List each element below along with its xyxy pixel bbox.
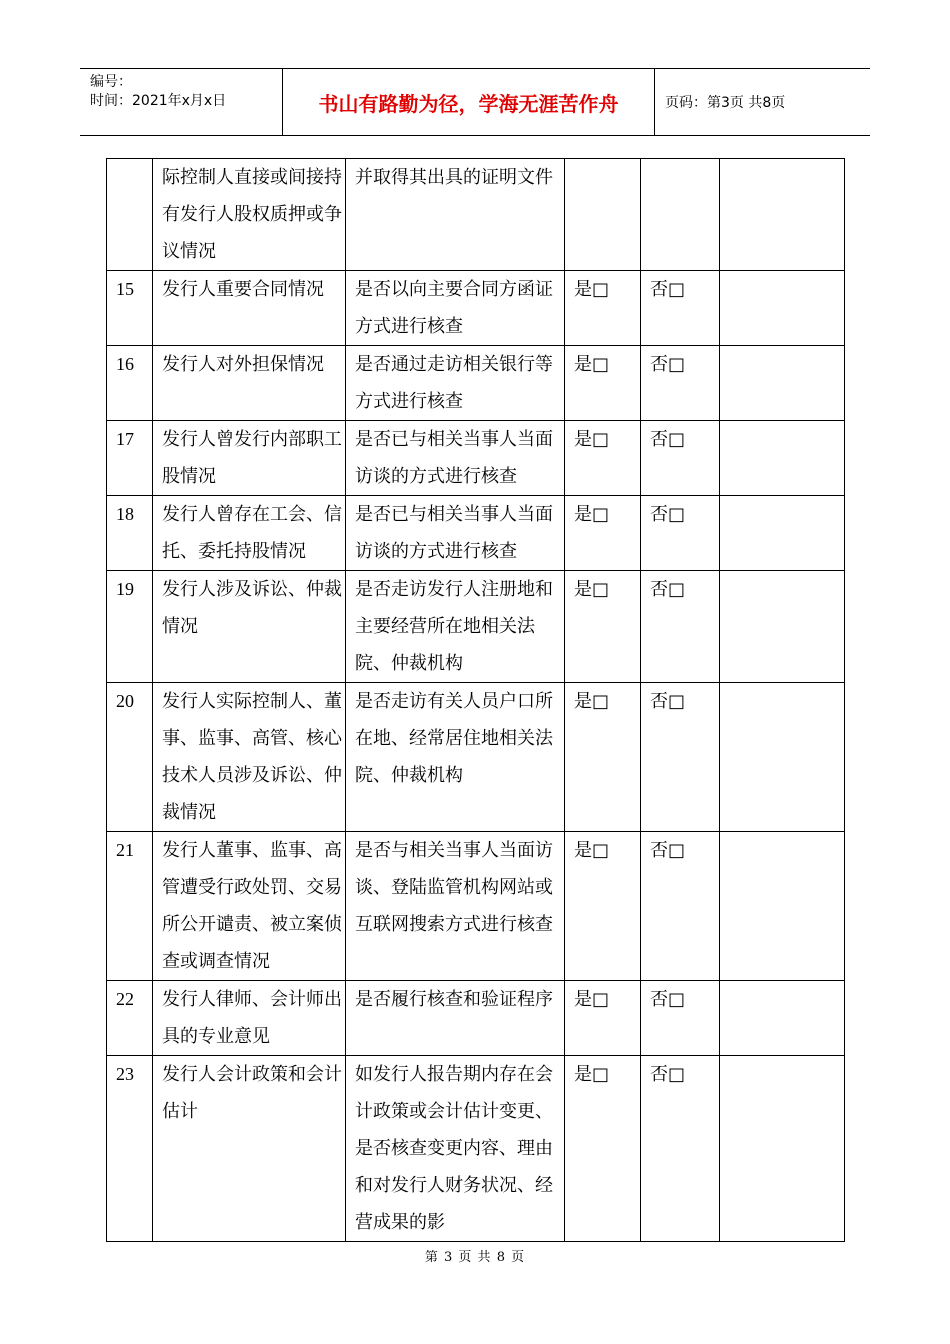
row-check-item: 发行人曾发行内部职工股情况 bbox=[153, 421, 346, 496]
row-check-method: 是否履行核查和验证程序 bbox=[346, 981, 565, 1056]
row-check-method: 是否走访有关人员户口所在地、经常居住地相关法院、仲裁机构 bbox=[346, 683, 565, 832]
row-no-checkbox[interactable]: 否□ bbox=[641, 571, 720, 683]
row-number: 18 bbox=[107, 496, 153, 571]
page-footer: 第 3 页 共 8 页 bbox=[424, 1250, 526, 1265]
row-yes-checkbox[interactable]: 是□ bbox=[565, 421, 641, 496]
row-number: 15 bbox=[107, 271, 153, 346]
row-yes-checkbox[interactable]: 是□ bbox=[565, 1056, 641, 1242]
row-number: 22 bbox=[107, 981, 153, 1056]
row-yes-checkbox[interactable]: 是□ bbox=[565, 683, 641, 832]
row-no-checkbox[interactable]: 否□ bbox=[641, 832, 720, 981]
table-row bbox=[107, 981, 845, 1056]
row-number: 21 bbox=[107, 832, 153, 981]
table-row bbox=[107, 1056, 845, 1242]
row-number: 16 bbox=[107, 346, 153, 421]
row-note bbox=[720, 346, 845, 421]
row-note bbox=[720, 683, 845, 832]
header-page-number: 页码：第3页 共8页 bbox=[665, 95, 786, 111]
row-note bbox=[720, 832, 845, 981]
row-number bbox=[107, 159, 153, 271]
row-note bbox=[720, 981, 845, 1056]
row-note bbox=[720, 421, 845, 496]
document-number-label: 编号： bbox=[90, 74, 132, 90]
row-check-method: 是否已与相关当事人当面访谈的方式进行核查 bbox=[346, 421, 565, 496]
row-yes-checkbox[interactable]: 是□ bbox=[565, 496, 641, 571]
row-no-checkbox[interactable]: 否□ bbox=[641, 496, 720, 571]
table-row bbox=[107, 159, 845, 271]
row-note bbox=[720, 1056, 845, 1242]
document-date-label: 时间：2021年x月x日 bbox=[90, 93, 227, 109]
row-yes-checkbox bbox=[565, 159, 641, 271]
row-no-checkbox[interactable]: 否□ bbox=[641, 981, 720, 1056]
row-check-method: 是否与相关当事人当面访谈、登陆监管机构网站或互联网搜索方式进行核查 bbox=[346, 832, 565, 981]
row-check-method: 是否以向主要合同方函证方式进行核查 bbox=[346, 271, 565, 346]
row-number: 17 bbox=[107, 421, 153, 496]
row-check-method: 是否走访发行人注册地和主要经营所在地相关法院、仲裁机构 bbox=[346, 571, 565, 683]
header-motto: 书山有路勤为径，学海无涯苦作舟 bbox=[283, 69, 655, 135]
row-number: 23 bbox=[107, 1056, 153, 1242]
row-check-item: 发行人会计政策和会计估计 bbox=[153, 1056, 346, 1242]
table-row bbox=[107, 271, 845, 346]
row-check-item: 发行人实际控制人、董事、监事、高管、核心技术人员涉及诉讼、仲裁情况 bbox=[153, 683, 346, 832]
row-number: 20 bbox=[107, 683, 153, 832]
row-check-item: 发行人董事、监事、高管遭受行政处罚、交易所公开谴责、被立案侦查或调查情况 bbox=[153, 832, 346, 981]
row-no-checkbox[interactable]: 否□ bbox=[641, 271, 720, 346]
table-row bbox=[107, 832, 845, 981]
row-note bbox=[720, 159, 845, 271]
row-yes-checkbox[interactable]: 是□ bbox=[565, 832, 641, 981]
table-row bbox=[107, 496, 845, 571]
row-check-item: 发行人重要合同情况 bbox=[153, 271, 346, 346]
row-no-checkbox[interactable]: 否□ bbox=[641, 683, 720, 832]
table-row bbox=[107, 683, 845, 832]
page-header bbox=[80, 68, 870, 136]
row-yes-checkbox[interactable]: 是□ bbox=[565, 981, 641, 1056]
row-check-item: 发行人对外担保情况 bbox=[153, 346, 346, 421]
row-check-method: 如发行人报告期内存在会计政策或会计估计变更、是否核查变更内容、理由和对发行人财务状况、经营成果的影 bbox=[346, 1056, 565, 1242]
table-row bbox=[107, 421, 845, 496]
row-check-method: 是否已与相关当事人当面访谈的方式进行核查 bbox=[346, 496, 565, 571]
row-yes-checkbox[interactable]: 是□ bbox=[565, 271, 641, 346]
row-yes-checkbox[interactable]: 是□ bbox=[565, 346, 641, 421]
row-no-checkbox[interactable]: 否□ bbox=[641, 346, 720, 421]
row-no-checkbox bbox=[641, 159, 720, 271]
row-note bbox=[720, 496, 845, 571]
row-number: 19 bbox=[107, 571, 153, 683]
header-meta bbox=[80, 69, 283, 135]
table-row bbox=[107, 571, 845, 683]
table-row bbox=[107, 346, 845, 421]
row-note bbox=[720, 271, 845, 346]
row-check-method: 是否通过走访相关银行等方式进行核查 bbox=[346, 346, 565, 421]
row-no-checkbox[interactable]: 否□ bbox=[641, 421, 720, 496]
verification-table bbox=[106, 158, 845, 1242]
row-check-item: 发行人曾存在工会、信托、委托持股情况 bbox=[153, 496, 346, 571]
row-yes-checkbox[interactable]: 是□ bbox=[565, 571, 641, 683]
row-check-item: 发行人涉及诉讼、仲裁情况 bbox=[153, 571, 346, 683]
row-check-item: 际控制人直接或间接持有发行人股权质押或争议情况 bbox=[153, 159, 346, 271]
row-check-method: 并取得其出具的证明文件 bbox=[346, 159, 565, 271]
row-no-checkbox[interactable]: 否□ bbox=[641, 1056, 720, 1242]
row-note bbox=[720, 571, 845, 683]
row-check-item: 发行人律师、会计师出具的专业意见 bbox=[153, 981, 346, 1056]
